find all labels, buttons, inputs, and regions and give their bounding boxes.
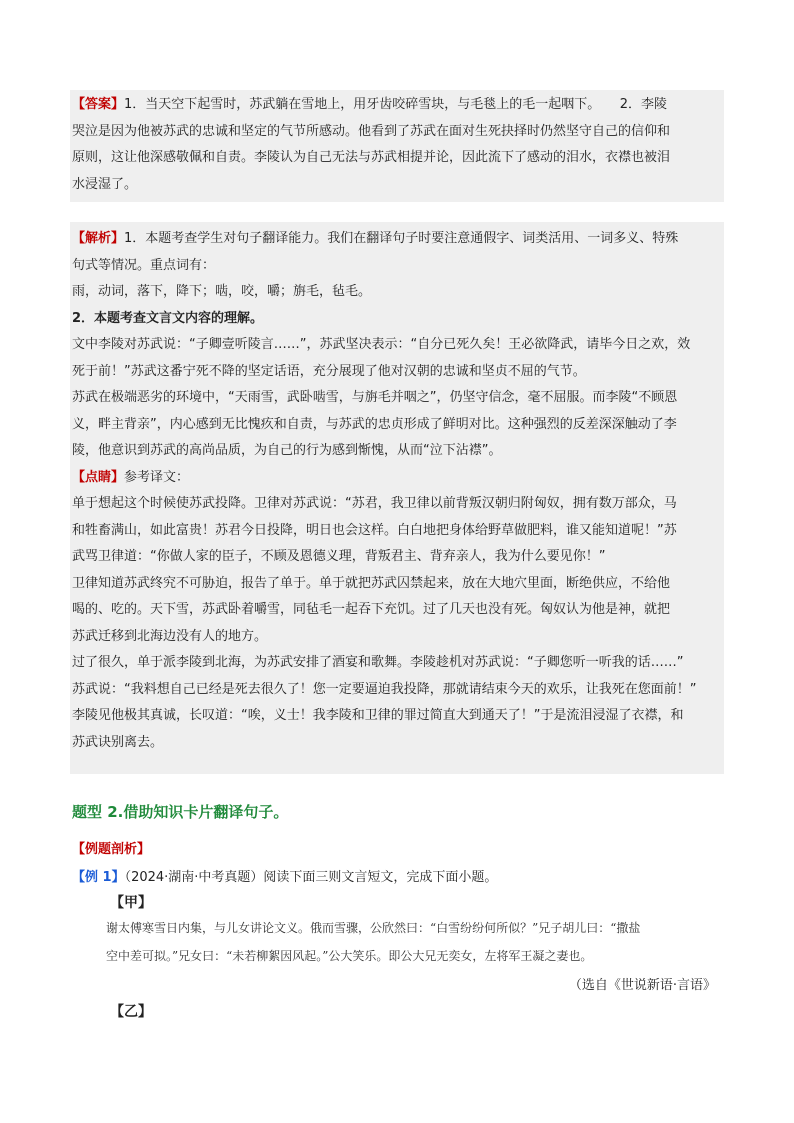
analysis-label: 【解析】 [72, 231, 125, 246]
analysis-line-2: 句式等情况。重点词有： [72, 257, 216, 273]
analysis-line-9: 陵，他意识到苏武的高尚品质，为自己的行为感到惭愧，从而“泣下沾襟”。 [72, 443, 502, 458]
tips-line-10: 苏武诀别离去。 [72, 734, 164, 750]
tips-line-1: 单于想起这个时候使苏武投降。卫律对苏武说：“苏君，我卫律以前背叛汉朝归附匈奴，拥有数万部众，马 [72, 496, 677, 511]
example-analysis-label: 【例题剖析】 [72, 842, 151, 857]
tips-line-0 [72, 465, 722, 492]
tips-line-2: 和牲畜满山，如此富贵！苏君今日投降，明日也会这样。白白地把身体给野草做肥料，谁又能知道呢！”苏 [72, 522, 677, 538]
passage-jia-line-2: 空中差可拟。”兄女曰：“未若柳絮因风起。”公大笑乐。即公大兄无奕女，左将军王凝之妻也。 [106, 949, 593, 963]
jia-label: 【甲】 [110, 895, 152, 911]
passage-jia-line-1: 谢太傅寒雪日内集，与儿女讲论文义。俄而雪骤，公欣然曰：“白雪纷纷何所似？”兄子胡儿曰：“撒盐 [106, 921, 641, 935]
passage-jia [106, 914, 726, 970]
analysis-text: 1．本题考查学生对句子翻译能力。我们在翻译句子时要注意通假字、词类活用、一词多义、特殊 [124, 231, 679, 246]
answer-line-2: 哭泣是因为他被苏武的忠诚和坚定的气节所感动。他看到了苏武在面对生死抉择时仍然坚守自己的信仰和 [72, 123, 671, 139]
answer-line-3: 原则，这让他深感敬佩和自责。李陵认为自己无法与苏武相提并论，因此流下了感动的泪水，衣襟也被泪 [72, 150, 671, 165]
tips-line-4: 卫律知道苏武终究不可胁迫，报告了单于。单于就把苏武囚禁起来，放在大地穴里面，断绝供应，不给他 [72, 575, 671, 591]
tips-line-3: 武骂卫律道：“你做人家的臣子，不顾及恩德义理，背叛君主、背弃亲人，我为什么要见你！” [72, 549, 606, 564]
analysis-line-1 [72, 226, 722, 253]
answer-line-4: 水浸湿了。 [72, 176, 138, 192]
tips-line-7: 过了很久，单于派李陵到北海，为苏武安排了酒宴和歌舞。李陵趁机对苏武说：“子卿您听一听我的话……” [72, 655, 684, 670]
analysis-line-4: 2．本题考查文言文内容的理解。 [72, 310, 264, 326]
example-1 [72, 866, 497, 885]
answer-block [72, 92, 722, 198]
example-1-label: 【例 1】 [72, 870, 125, 885]
example-1-text: （2024·湖南·中考真题）阅读下面三则文言短文，完成下面小题。 [124, 870, 498, 885]
tips-line-5: 喝的、吃的。天下雪，苏武卧着嚼雪，同毡毛一起吞下充饥。过了几天也没有死。匈奴认为他是神，就把 [72, 602, 671, 617]
analysis-line-7: 苏武在极端恶劣的环境中，“天雨雪，武卧啮雪，与旃毛并咽之”，仍坚守信念，毫不屈服。而李陵“不顾恩 [72, 390, 678, 405]
answer-label: 【答案】 [72, 97, 125, 112]
answer-text: 1．当天空下起雪时，苏武躺在雪地上，用牙齿咬碎雪块，与毛毯上的毛一起咽下。 2．李陵 [124, 97, 668, 112]
analysis-line-6: 死于前！”苏武这番宁死不降的坚定话语，充分展现了他对汉朝的忠诚和坚贞不屈的气节。 [72, 363, 586, 379]
tips-intro: 参考译文： [124, 469, 190, 485]
tips-line-6: 苏武迁移到北海边没有人的地方。 [72, 628, 268, 644]
answer-line-1 [72, 92, 722, 119]
passage-source: （选自《世说新语·言语》 [568, 978, 716, 993]
analysis-block [72, 226, 722, 756]
tips-line-9: 李陵见他极其真诚，长叹道：“唉，义士！我李陵和卫律的罪过简直大到通天了！”于是流泪浸湿了衣襟，和 [72, 708, 684, 723]
section-heading: 题型 2.借助知识卡片翻译句子。 [72, 803, 289, 821]
analysis-line-5: 文中李陵对苏武说：“子卿壹听陵言……”，苏武坚决表示：“自分已死久矣！王必欲降武，请毕今日之欢，效 [72, 337, 691, 352]
analysis-line-3: 雨，动词，落下，降下；啮，咬，嚼；旃毛，毡毛。 [72, 284, 372, 299]
tips-label: 【点睛】 [72, 469, 125, 485]
tips-line-8: 苏武说：“我料想自己已经是死去很久了！您一定要逼迫我投降，那就请结束今天的欢乐，让我死在您面前！” [72, 681, 697, 697]
yi-label: 【乙】 [110, 1004, 152, 1020]
analysis-line-8: 义，畔主背亲”，内心感到无比愧疚和自责，与苏武的忠贞形成了鲜明对比。这种强烈的反差深深触动了李 [72, 416, 677, 432]
